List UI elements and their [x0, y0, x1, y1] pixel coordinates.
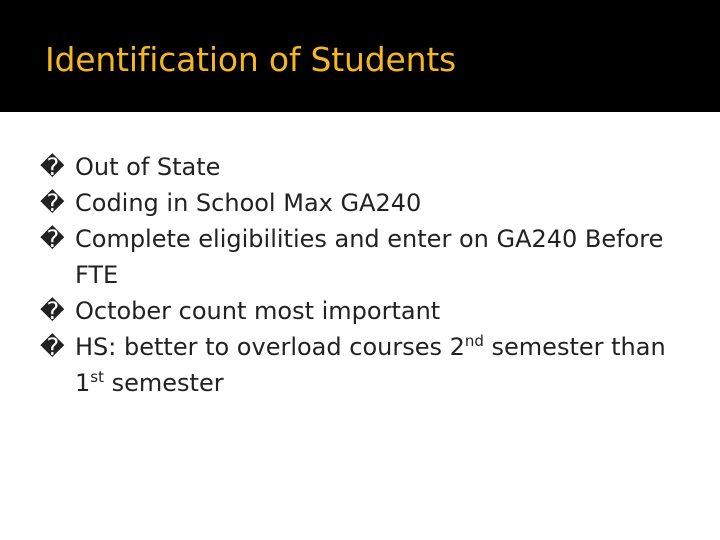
bullet-text-part: semester than 1 [75, 333, 666, 397]
bullet-marker-icon: � [40, 225, 65, 253]
bullet-text: Complete eligibilities and enter on GA240 Before FTE [75, 225, 664, 289]
ordinal-superscript: nd [464, 332, 484, 350]
bullet-text: October count most important [75, 297, 441, 325]
bullet-text-part: HS: better to overload courses 2 [75, 333, 465, 361]
bullet-item [40, 293, 700, 329]
bullet-item [40, 329, 700, 401]
bullet-text-part: semester [103, 369, 224, 397]
bullet-marker-icon: � [40, 297, 65, 325]
ordinal-superscript: st [90, 368, 104, 386]
bullet-marker-icon: � [40, 333, 65, 361]
bullet-text: Coding in School Max GA240 [75, 189, 422, 217]
slide-title: Identification of Students [45, 40, 457, 79]
bullet-list [40, 149, 700, 401]
bullet-item [40, 221, 700, 293]
bullet-item [40, 185, 700, 221]
bullet-text: Out of State [75, 153, 221, 181]
bullet-marker-icon: � [40, 189, 65, 217]
title-band [0, 0, 720, 112]
bullet-marker-icon: � [40, 153, 65, 181]
bullet-item [40, 149, 700, 185]
